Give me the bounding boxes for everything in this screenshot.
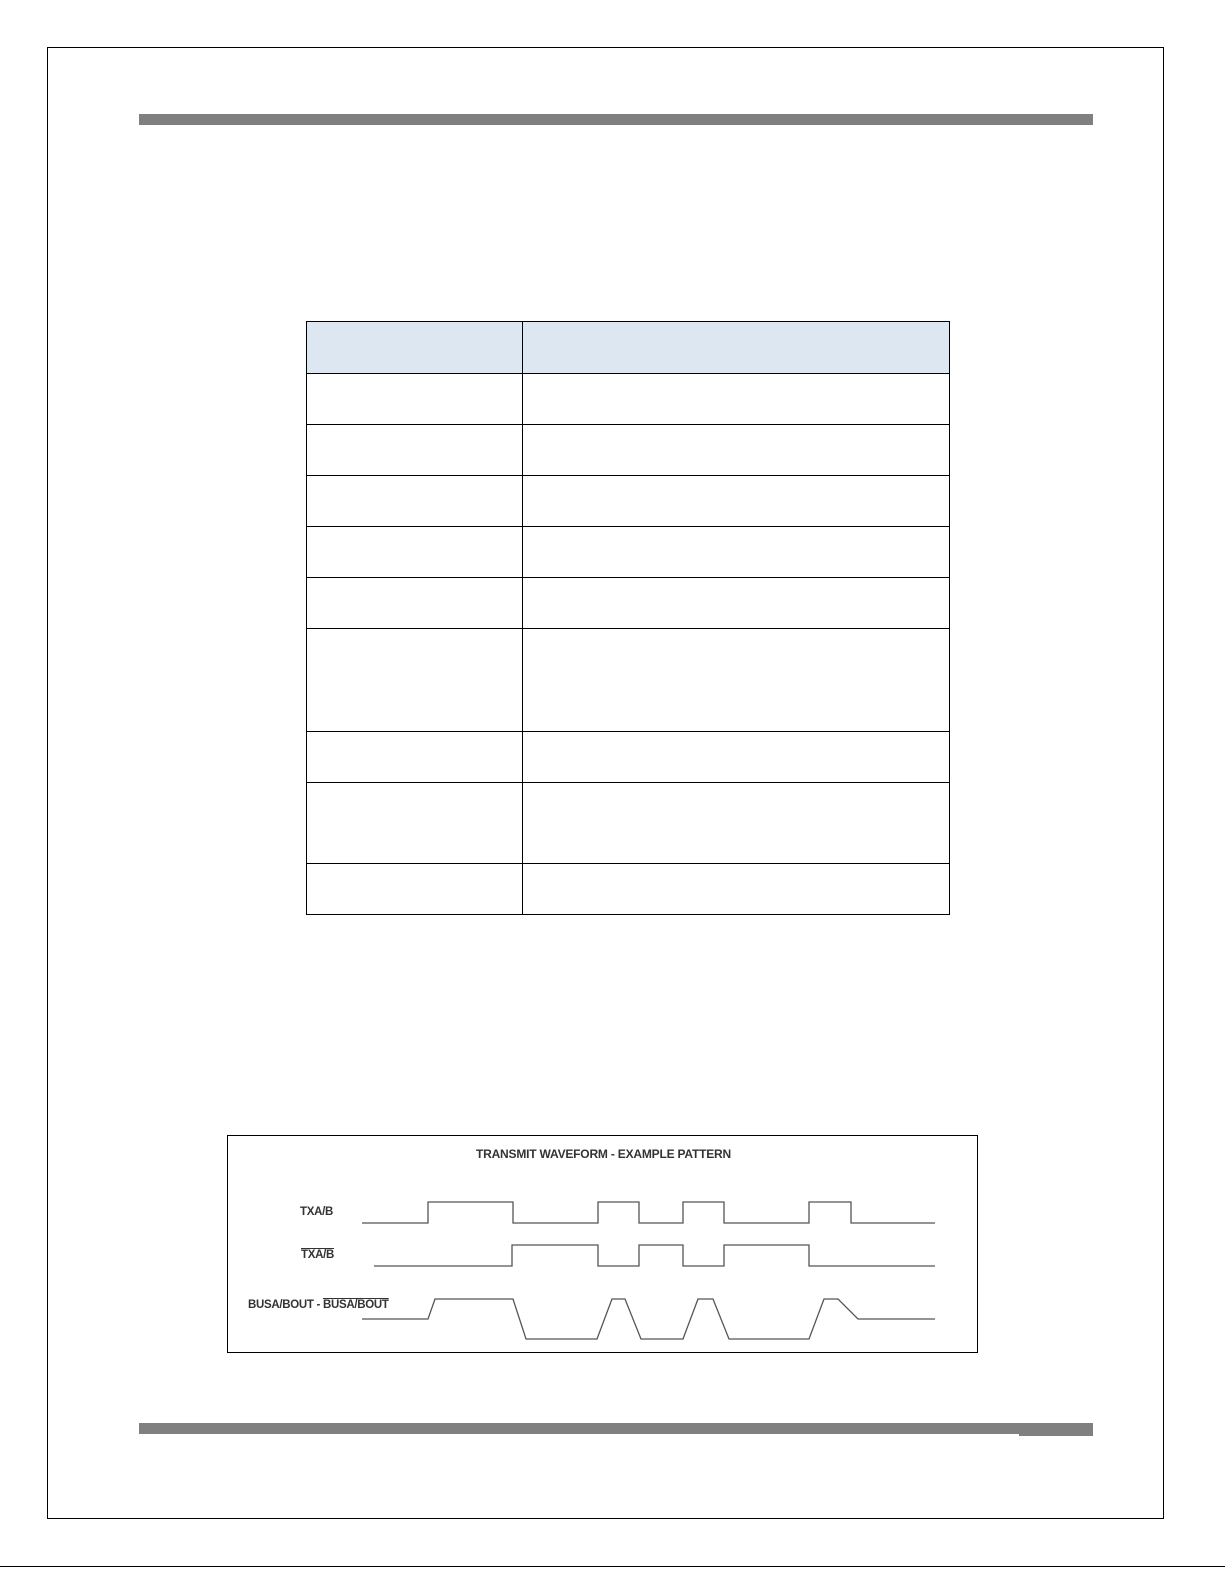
table-cell bbox=[523, 527, 950, 578]
waveform-figure bbox=[227, 1135, 978, 1353]
table-cell bbox=[307, 374, 523, 425]
table-cell bbox=[523, 578, 950, 629]
signal-label-txab-inverted: TXA/B bbox=[301, 1249, 335, 1261]
table-row bbox=[307, 783, 950, 864]
signal-label-txab: TXA/B bbox=[300, 1206, 334, 1218]
figure-title: TRANSMIT WAVEFORM - EXAMPLE PATTERN bbox=[476, 1147, 731, 1161]
header-rule bbox=[139, 114, 1093, 125]
bus-label-inverted: BUSA/BOUT bbox=[322, 1299, 389, 1311]
table-row bbox=[307, 476, 950, 527]
table-cell bbox=[307, 476, 523, 527]
table-header-row bbox=[307, 322, 950, 374]
table-row bbox=[307, 578, 950, 629]
data-table bbox=[306, 321, 950, 915]
footer-rule bbox=[139, 1423, 1093, 1434]
table-cell bbox=[307, 629, 523, 732]
table-row bbox=[307, 629, 950, 732]
table-header-cell bbox=[307, 322, 523, 374]
waveform-diagram bbox=[228, 1136, 979, 1354]
bus-differential-waveform bbox=[362, 1299, 935, 1339]
table-header-cell bbox=[523, 322, 950, 374]
table-cell bbox=[523, 374, 950, 425]
table-row bbox=[307, 732, 950, 783]
table-cell bbox=[307, 527, 523, 578]
table-cell bbox=[307, 864, 523, 915]
table-row bbox=[307, 425, 950, 476]
footer-rule-notch bbox=[1019, 1434, 1093, 1436]
table-cell bbox=[523, 629, 950, 732]
table-cell bbox=[307, 732, 523, 783]
table-row bbox=[307, 374, 950, 425]
table-cell bbox=[523, 783, 950, 864]
page-bottom-line bbox=[0, 1566, 1225, 1567]
table-cell bbox=[307, 425, 523, 476]
table-cell bbox=[523, 476, 950, 527]
table-row bbox=[307, 527, 950, 578]
table-cell bbox=[307, 783, 523, 864]
table-cell bbox=[523, 864, 950, 915]
bus-label-prefix: BUSA/BOUT - bbox=[248, 1299, 323, 1311]
txab-inverted-waveform bbox=[374, 1245, 935, 1266]
table-cell bbox=[523, 732, 950, 783]
table-row bbox=[307, 864, 950, 915]
txab-waveform bbox=[362, 1202, 935, 1223]
table-cell bbox=[307, 578, 523, 629]
table-cell bbox=[523, 425, 950, 476]
